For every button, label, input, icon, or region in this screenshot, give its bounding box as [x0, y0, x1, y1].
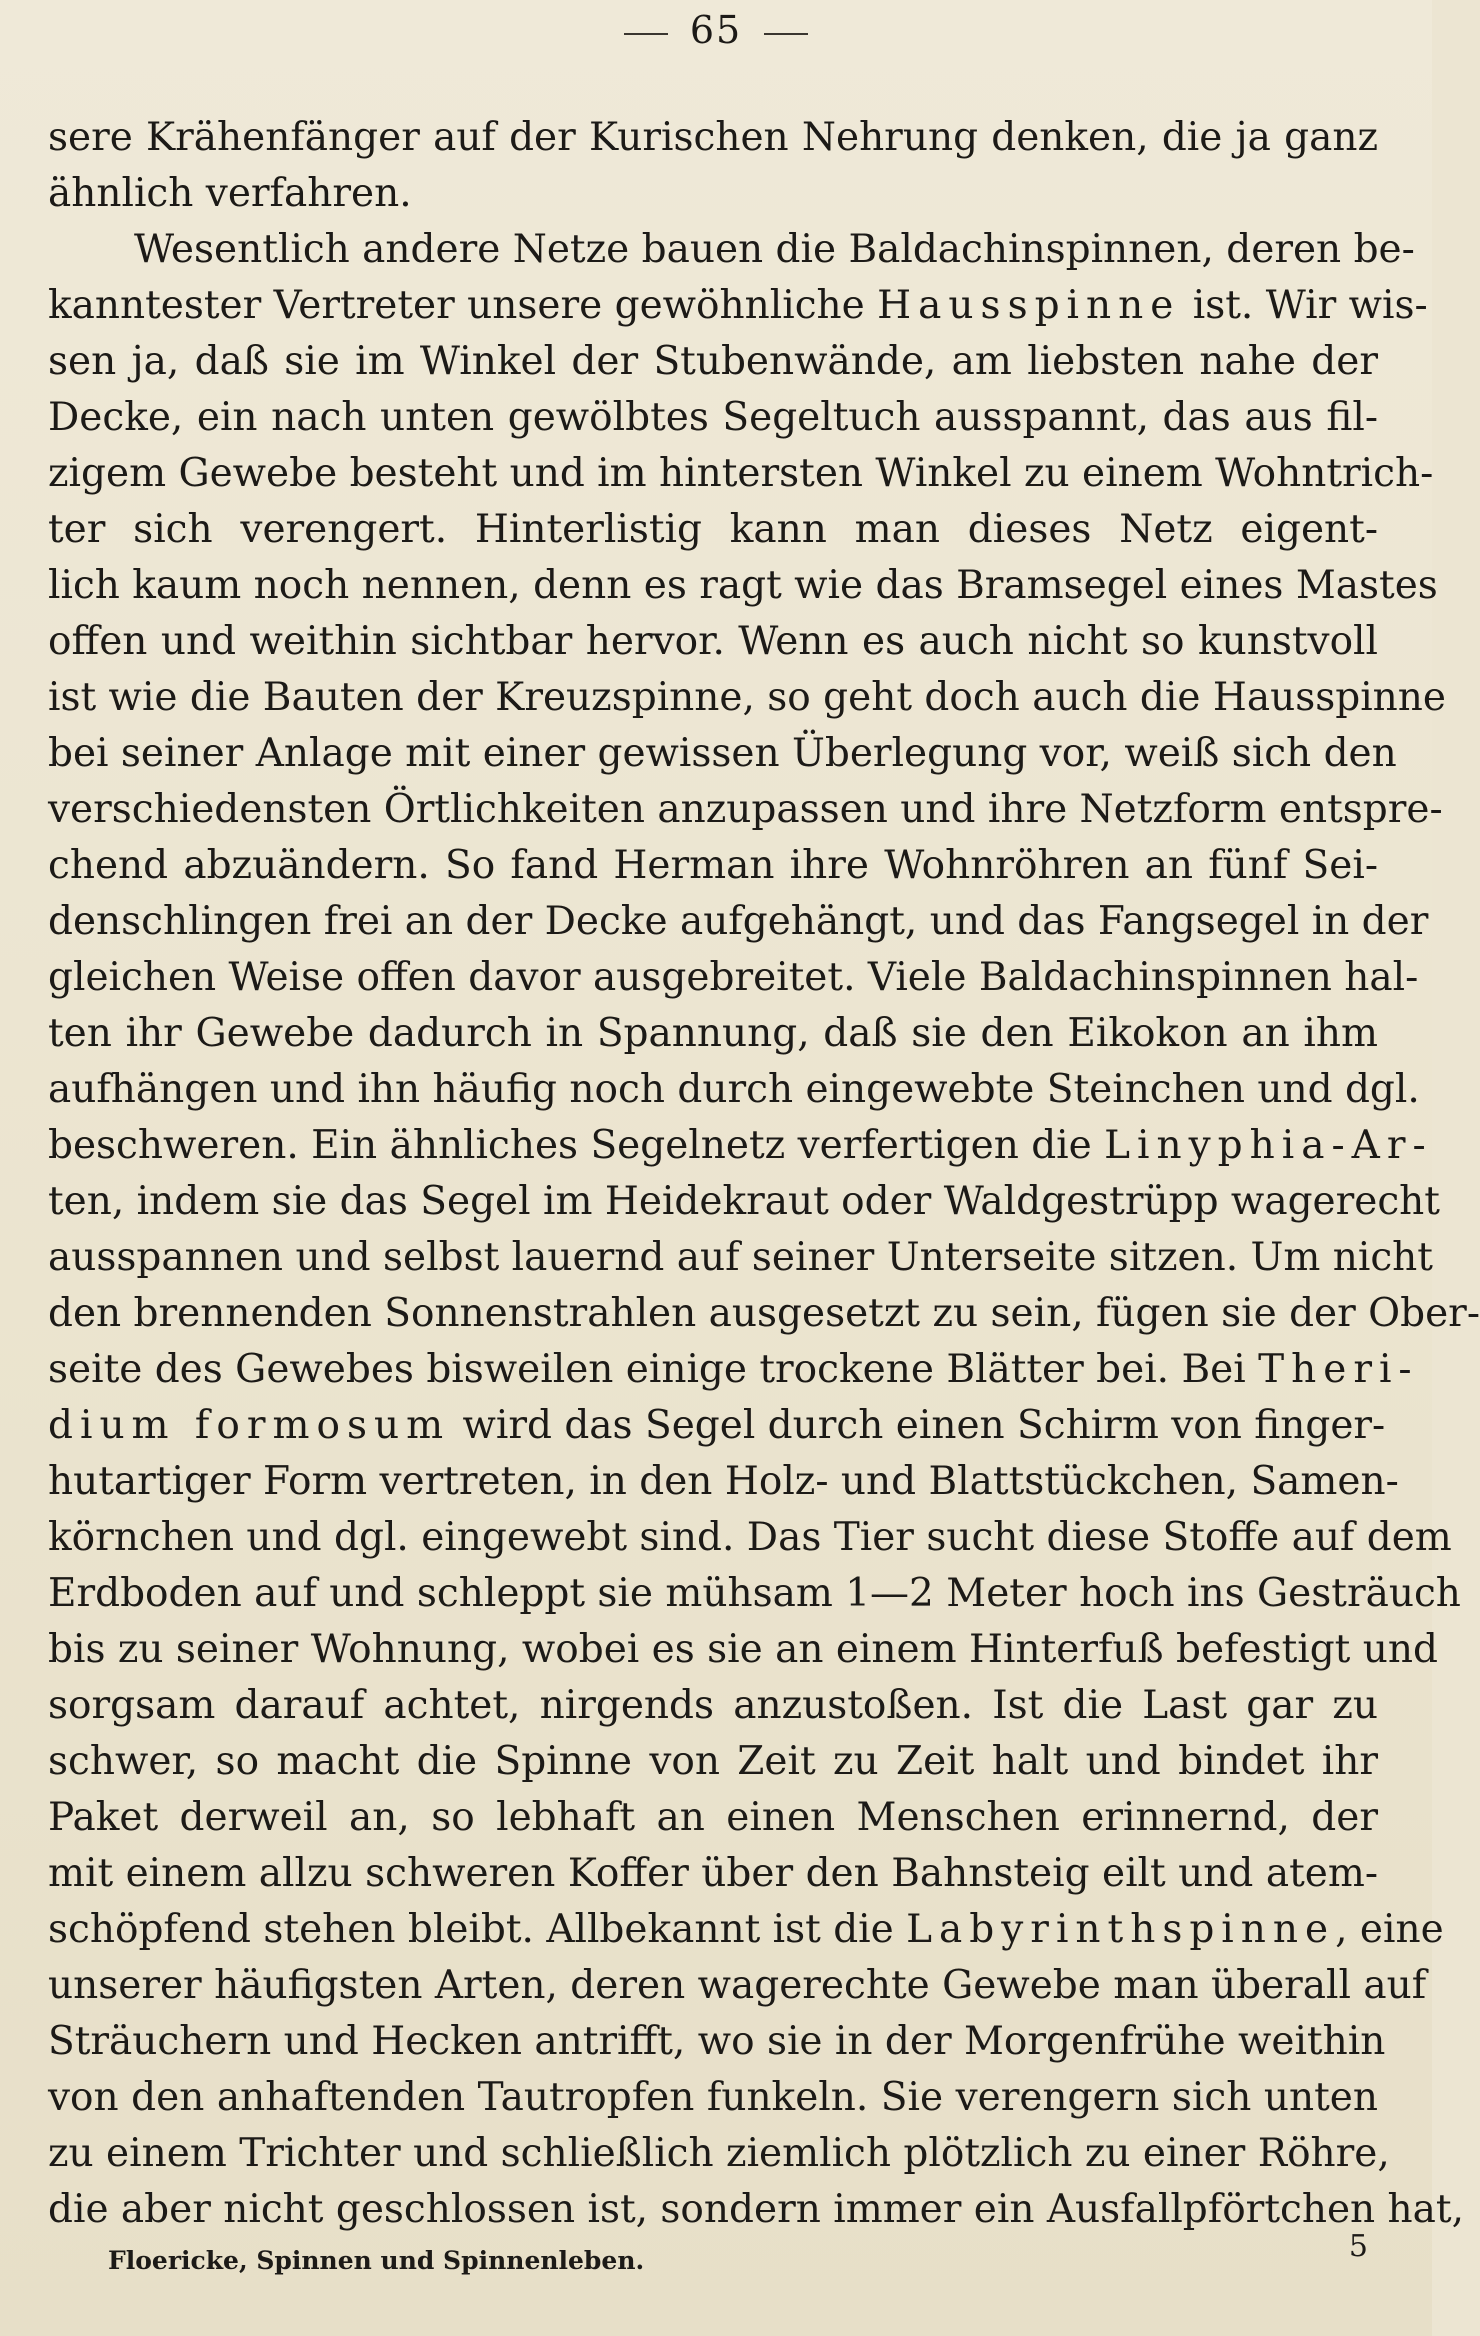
text-line: mit einem allzu schweren Koffer über den Bahnsteig eilt und atem-	[48, 1851, 1378, 1896]
text-segment: schöpfend stehen bleibt. Allbekannt ist die	[48, 1907, 894, 1952]
text-line	[48, 278, 1428, 334]
text-line: sorgsam darauf achtet, nirgends anzustoßen. Ist die Last gar zu	[48, 1683, 1378, 1728]
text-line: aufhängen und ihn häufig noch durch eingewebte Steinchen und dgl.	[48, 1067, 1420, 1112]
text-segment: seite des Gewebes bisweilen einige trockene Blätter bei. Bei	[48, 1347, 1246, 1392]
text-line: sere Krähenfänger auf der Kurischen Nehrung denken, die ja ganz	[48, 115, 1378, 160]
text-line: sen ja, daß sie im Winkel der Stubenwände, am liebsten nahe der	[48, 339, 1378, 384]
text-line	[48, 1118, 1433, 1174]
text-line: bei seiner Anlage mit einer gewissen Überlegung vor, weiß sich den	[48, 731, 1397, 776]
text-line: bis zu seiner Wohnung, wobei es sie an einem Hinterfuß befestigt und	[48, 1627, 1438, 1672]
spaced-term-linyphia: Linyphia-Ar-	[1104, 1123, 1433, 1168]
body-text	[48, 110, 1480, 2238]
page-number-text: 65	[689, 8, 743, 52]
text-line: ausspannen und selbst lauernd auf seiner Unterseite sitzen. Um nicht	[48, 1235, 1433, 1280]
text-line: die aber nicht geschlossen ist, sondern immer ein Ausfallpförtchen hat,	[48, 2187, 1464, 2232]
text-line	[48, 1398, 1386, 1454]
text-line: zu einem Trichter und schließlich ziemlich plötzlich zu einer Röhre,	[48, 2131, 1390, 2176]
text-line: hutartiger Form vertreten, in den Holz- und Blattstückchen, Samen-	[48, 1459, 1399, 1504]
page-footer	[108, 2229, 1368, 2286]
text-line: gleichen Weise offen davor ausgebreitet. Viele Baldachinspinnen hal-	[48, 955, 1419, 1000]
text-line: Wesentlich andere Netze bauen die Baldachinspinnen, deren be-	[134, 227, 1415, 272]
text-line: körnchen und dgl. eingewebt sind. Das Tier sucht diese Stoffe auf dem	[48, 1515, 1452, 1560]
text-line	[48, 1342, 1419, 1398]
text-line: unserer häufigsten Arten, deren wagerechte Gewebe man überall auf	[48, 1963, 1427, 2008]
signature-mark: 5	[1348, 2229, 1368, 2264]
text-line: ten ihr Gewebe dadurch in Spannung, daß sie den Eikokon an ihm	[48, 1011, 1378, 1056]
text-line: den brennenden Sonnenstrahlen ausgesetzt zu sein, fügen sie der Ober-	[48, 1291, 1480, 1336]
page-number	[0, 8, 1432, 52]
page-number-left-dash	[624, 33, 668, 35]
text-segment: beschweren. Ein ähnliches Segelnetz verfertigen die	[48, 1123, 1092, 1168]
text-line	[48, 1902, 1444, 1958]
footer-book-title: Floericke, Spinnen und Spinnenleben.	[108, 2246, 645, 2275]
spaced-term-labyrinthspinne: Labyrinthspinne	[906, 1907, 1336, 1952]
text-line: offen und weithin sichtbar hervor. Wenn es auch nicht so kunstvoll	[48, 619, 1378, 664]
page-number-right-dash	[764, 33, 808, 35]
text-line: Decke, ein nach unten gewölbtes Segeltuch ausspannt, das aus fil-	[48, 395, 1378, 440]
text-line: ter sich verengert. Hinterlistig kann man dieses Netz eigent-	[48, 507, 1378, 552]
text-line: Paket derweil an, so lebhaft an einen Menschen erinnernd, der	[48, 1795, 1378, 1840]
text-line: verschiedensten Örtlichkeiten anzupassen und ihre Netzform entspre-	[48, 787, 1443, 832]
spaced-term-hausspinne: Hausspinne	[877, 283, 1181, 328]
text-segment: kanntester Vertreter unsere gewöhnliche	[48, 283, 865, 328]
text-line: zigem Gewebe besteht und im hintersten Winkel zu einem Wohntrich-	[48, 451, 1434, 496]
text-line: ist wie die Bauten der Kreuzspinne, so geht doch auch die Hausspinne	[48, 675, 1447, 720]
spaced-term-formosum: dium formosum	[48, 1403, 451, 1448]
spaced-term-theridium: Theri-	[1258, 1347, 1419, 1392]
text-line: von den anhaftenden Tautropfen funkeln. Sie verengern sich unten	[48, 2075, 1378, 2120]
text-line: ähnlich verfahren.	[48, 171, 412, 216]
text-segment: wird das Segel durch einen Schirm von finger-	[462, 1403, 1386, 1448]
text-segment: ist. Wir wis-	[1192, 283, 1428, 328]
text-line: lich kaum noch nennen, denn es ragt wie das Bramsegel eines Mastes	[48, 563, 1438, 608]
text-line: schwer, so macht die Spinne von Zeit zu Zeit halt und bindet ihr	[48, 1739, 1378, 1784]
text-segment: , eine	[1335, 1907, 1444, 1952]
text-line: Erdboden auf und schleppt sie mühsam 1—2 Meter hoch ins Gesträuch	[48, 1571, 1461, 1616]
text-line: ten, indem sie das Segel im Heidekraut oder Waldgestrüpp wagerecht	[48, 1179, 1440, 1224]
text-line: denschlingen frei an der Decke aufgehängt, und das Fangsegel in der	[48, 899, 1429, 944]
text-line: Sträuchern und Hecken antrifft, wo sie in der Morgenfrühe weithin	[48, 2019, 1386, 2064]
text-line: chend abzuändern. So fand Herman ihre Wohnröhren an fünf Sei-	[48, 843, 1378, 888]
